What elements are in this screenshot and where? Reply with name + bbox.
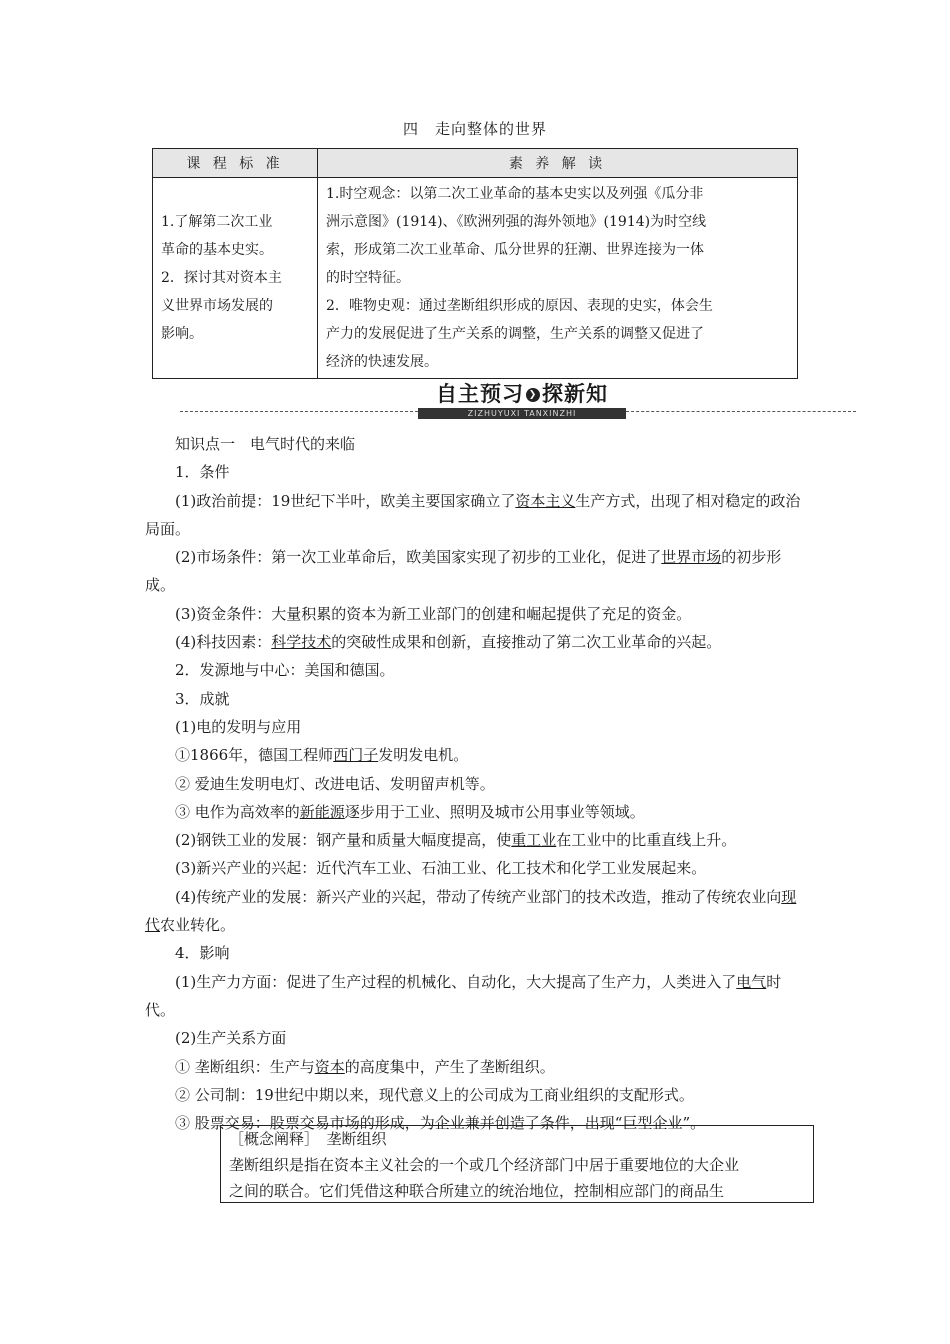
- cell-line: 产力的发展促进了生产关系的调整，生产关系的调整又促进了: [326, 326, 704, 342]
- concept-heading: ［概念阐释］ 垄断组织: [229, 1130, 387, 1148]
- key-term: 科学技术: [271, 633, 332, 652]
- lesson-title: 四 走向整体的世界: [402, 120, 547, 138]
- paragraph: (1)政治前提：19世纪下半叶，欧美主要国家确立了资本主义生产方式，出现了相对稳定的政治局面。: [145, 491, 801, 538]
- paragraph: (4)传统产业的发展：新兴产业的兴起，带动了传统产业部门的技术改造，推动了传统农业向现代农业转化。: [145, 887, 797, 935]
- paragraph: (3)资金条件：大量积累的资本为新工业部门的创建和崛起提供了充足的资金。: [175, 604, 692, 623]
- cell-line: 1.时空观念：以第二次工业革命的基本史实以及列强《瓜分非: [326, 186, 704, 202]
- paragraph: ③ 股票交易：股票交易市场的形成，为企业兼并创造了条件，出现“巨型企业”。: [175, 1114, 706, 1133]
- paragraph: ② 公司制：19世纪中期以来，现代意义上的公司成为工商业组织的支配形式。: [175, 1085, 694, 1104]
- key-term: 新能源: [299, 802, 345, 821]
- curriculum-standard-cell: [153, 178, 318, 379]
- section-heading: 1．条件: [175, 463, 230, 482]
- key-term: 资本: [314, 1057, 345, 1076]
- section-banner: [180, 380, 856, 420]
- literacy-interpretation-cell: [318, 178, 798, 379]
- table-row: [153, 178, 798, 379]
- banner-heading: [418, 380, 626, 408]
- curriculum-table: [152, 148, 798, 379]
- cell-line: 索，形成第二次工业革命、瓜分世界的狂潮、世界连接为一体: [326, 242, 704, 258]
- banner-divider-left: [180, 411, 418, 412]
- cell-line: 2．唯物史观：通过垄断组织形成的原因、表现的史实，体会生: [326, 298, 713, 314]
- paragraph: ③ 电作为高效率的新能源逐步用于工业、照明及城市公用事业等领域。: [175, 802, 645, 821]
- concept-explanation-box: [220, 1125, 814, 1203]
- concept-line: 垄断组织是指在资本主义社会的一个或几个经济部门中居于重要地位的大企业: [229, 1156, 740, 1174]
- paragraph: (2)钢铁工业的发展：钢产量和质量大幅度提高，使重工业在工业中的比重直线上升。: [175, 831, 737, 850]
- banner-part2: 探新知: [542, 382, 608, 406]
- banner-divider-right: [626, 411, 856, 412]
- key-term: 西门子: [333, 746, 379, 765]
- paragraph: ① 垄断组织：生产与资本的高度集中，产生了垄断组织。: [175, 1057, 555, 1076]
- cell-line: 2．探讨其对资本主: [161, 270, 282, 286]
- key-term: 世界市场: [661, 548, 722, 567]
- paragraph: (4)科技因素：科学技术的突破性成果和创新，直接推动了第二次工业革命的兴起。: [175, 633, 722, 652]
- header-literacy-interpretation: 素 养 解 读: [318, 149, 798, 178]
- cell-line: 影响。: [161, 326, 203, 342]
- cell-line: 经济的快速发展。: [326, 354, 438, 370]
- paragraph: (1)电的发明与应用: [175, 717, 302, 736]
- key-term: 现代: [145, 887, 797, 935]
- paragraph: (2)生产关系方面: [175, 1029, 287, 1048]
- paragraph: (2)市场条件：第一次工业革命后，欧美国家实现了初步的工业化，促进了世界市场的初步形成。: [145, 548, 782, 595]
- cell-line: 洲示意图》(1914)、《欧洲列强的海外领地》(1914)为时空线: [326, 214, 707, 230]
- key-term: 重工业: [511, 831, 557, 850]
- section-heading: 4．影响: [175, 944, 230, 963]
- cell-line: 革命的基本史实。: [161, 242, 273, 258]
- cell-line: 的时空特征。: [326, 270, 410, 286]
- banner-pinyin: ZIZHUYUXI TANXINZHI: [418, 408, 626, 419]
- main-content: [145, 430, 809, 1137]
- paragraph: (3)新兴产业的兴起：近代汽车工业、石油工业、化工技术和化学工业发展起来。: [175, 859, 707, 878]
- paragraph: ①1866年，德国工程师西门子发明发电机。: [175, 746, 469, 765]
- cell-line: 1.了解第二次工业: [161, 214, 273, 230]
- arrow-circle-icon: ❯: [526, 388, 540, 402]
- section-heading: 3．成就: [175, 689, 230, 708]
- header-curriculum-standard: 课 程 标 准: [153, 149, 318, 178]
- concept-line: 之间的联合。它们凭借这种联合所建立的统治地位，控制相应部门的商品生: [229, 1182, 725, 1200]
- key-term: 资本主义: [515, 491, 576, 510]
- key-term: 电气: [736, 972, 767, 991]
- paragraph: (1)生产力方面：促进了生产过程的机械化、自动化，大大提高了生产力，人类进入了电气时代。: [145, 972, 782, 1019]
- section-heading: 2．发源地与中心：美国和德国。: [175, 661, 395, 680]
- cell-line: 义世界市场发展的: [161, 298, 273, 314]
- knowledge-point-heading: 知识点一 电气时代的来临: [175, 435, 356, 453]
- table-header-row: [153, 149, 798, 178]
- paragraph: ② 爱迪生发明电灯、改进电话、发明留声机等。: [175, 774, 495, 793]
- banner-part1: 自主预习: [436, 382, 524, 406]
